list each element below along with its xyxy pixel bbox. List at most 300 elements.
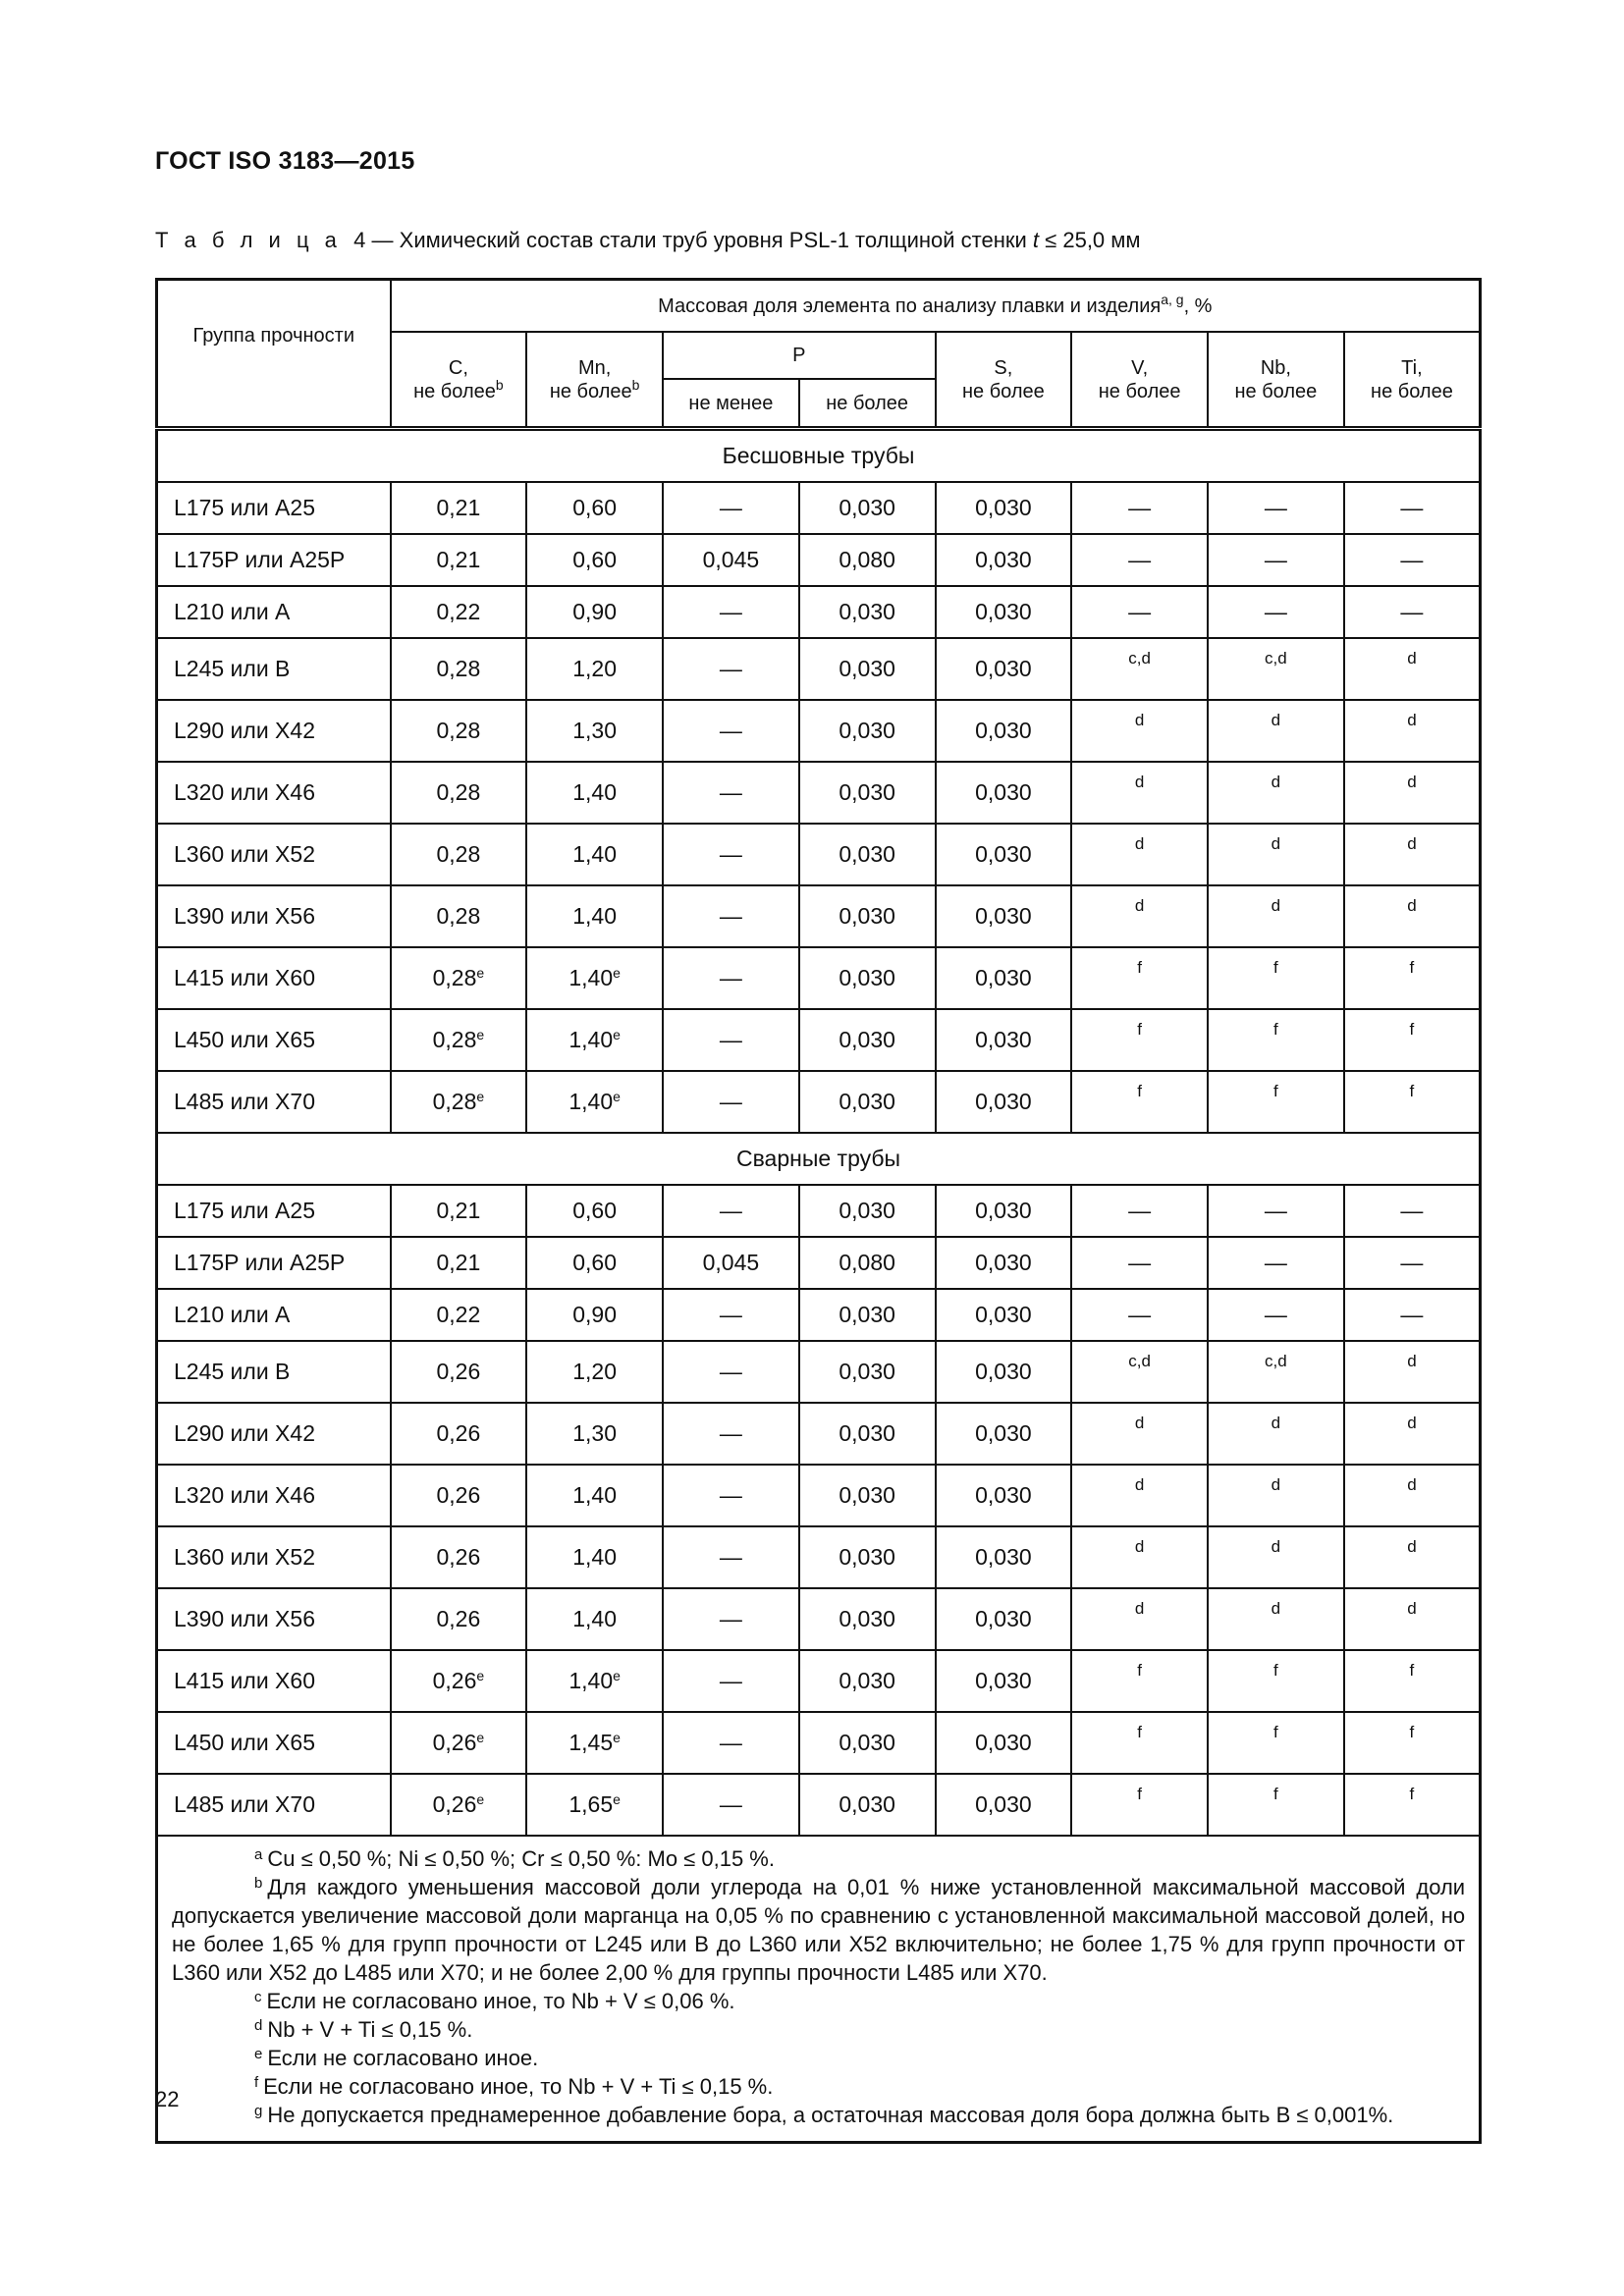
p-min-cell: — bbox=[663, 1650, 799, 1712]
strength-group-cell: L485 или X70 bbox=[157, 1071, 391, 1133]
header-v-limit: не более bbox=[1098, 380, 1181, 402]
s-cell: 0,030 bbox=[936, 482, 1072, 534]
c-cell bbox=[391, 1465, 527, 1526]
mn-cell bbox=[526, 1071, 663, 1133]
ti-cell: f bbox=[1344, 1712, 1481, 1774]
c-value: 0,21 bbox=[436, 1250, 481, 1275]
section-title-row bbox=[157, 429, 1481, 483]
nb-cell: f bbox=[1208, 1774, 1344, 1836]
header-s-limit: не более bbox=[961, 380, 1045, 402]
v-cell: f bbox=[1071, 1071, 1208, 1133]
footnote-f bbox=[172, 2072, 1465, 2101]
ti-cell: f bbox=[1344, 1009, 1481, 1071]
footnotes bbox=[157, 1836, 1481, 2143]
nb-cell: — bbox=[1208, 482, 1344, 534]
mn-value: 1,40 bbox=[568, 965, 614, 990]
c-cell bbox=[391, 1237, 527, 1289]
header-mass-fraction-unit: , % bbox=[1183, 294, 1213, 317]
table-row bbox=[157, 1774, 1481, 1836]
footnote-e bbox=[172, 2044, 1465, 2072]
footnotes-section bbox=[157, 1836, 1481, 2143]
section-title: Сварные трубы bbox=[157, 1133, 1481, 1185]
nb-cell: — bbox=[1208, 586, 1344, 638]
p-max-cell: 0,030 bbox=[799, 1650, 936, 1712]
c-cell bbox=[391, 1403, 527, 1465]
table-row bbox=[157, 1650, 1481, 1712]
table-row bbox=[157, 586, 1481, 638]
mn-cell bbox=[526, 482, 663, 534]
v-cell: d bbox=[1071, 1588, 1208, 1650]
header-mn-sup: b bbox=[631, 376, 640, 393]
strength-group-cell: L390 или X56 bbox=[157, 1588, 391, 1650]
p-min-cell: — bbox=[663, 1774, 799, 1836]
v-cell: d bbox=[1071, 1465, 1208, 1526]
p-min-cell: 0,045 bbox=[663, 534, 799, 586]
s-cell: 0,030 bbox=[936, 1341, 1072, 1403]
header-mn bbox=[526, 332, 663, 429]
mn-value: 1,30 bbox=[572, 1420, 617, 1446]
strength-group-cell: L290 или X42 bbox=[157, 700, 391, 762]
s-cell: 0,030 bbox=[936, 1465, 1072, 1526]
p-min-cell: — bbox=[663, 1071, 799, 1133]
c-value: 0,26 bbox=[436, 1606, 481, 1631]
mn-cell bbox=[526, 1650, 663, 1712]
strength-group-cell: L450 или X65 bbox=[157, 1009, 391, 1071]
nb-cell: d bbox=[1208, 1526, 1344, 1588]
v-cell: — bbox=[1071, 1289, 1208, 1341]
p-max-cell: 0,030 bbox=[799, 885, 936, 947]
mn-cell bbox=[526, 762, 663, 824]
chemical-composition-table bbox=[155, 278, 1482, 2144]
mn-cell bbox=[526, 1185, 663, 1237]
s-cell: 0,030 bbox=[936, 1588, 1072, 1650]
mn-value: 0,90 bbox=[572, 1302, 617, 1327]
nb-cell: d bbox=[1208, 762, 1344, 824]
p-min-cell: — bbox=[663, 482, 799, 534]
caption-number: 4 bbox=[353, 228, 366, 252]
caption-limit: ≤ 25,0 мм bbox=[1045, 228, 1141, 252]
strength-group-cell: L360 или X52 bbox=[157, 1526, 391, 1588]
mn-footnote-mark: e bbox=[613, 1730, 621, 1745]
s-cell: 0,030 bbox=[936, 586, 1072, 638]
ti-cell: f bbox=[1344, 947, 1481, 1009]
mn-value: 1,40 bbox=[572, 841, 617, 867]
mn-value: 1,40 bbox=[568, 1668, 614, 1693]
footnote-a bbox=[172, 1844, 1465, 1873]
header-mn-limit: не более bbox=[549, 380, 632, 402]
s-cell: 0,030 bbox=[936, 947, 1072, 1009]
p-min-cell: — bbox=[663, 638, 799, 700]
footnote-mark: e bbox=[254, 2046, 263, 2062]
strength-group-cell: L415 или X60 bbox=[157, 947, 391, 1009]
v-cell: — bbox=[1071, 586, 1208, 638]
p-min-cell: — bbox=[663, 762, 799, 824]
footnote-text: Cu ≤ 0,50 %; Ni ≤ 0,50 %; Cr ≤ 0,50 %: Mo ≤ 0,15 %. bbox=[267, 1846, 775, 1871]
v-cell: f bbox=[1071, 1009, 1208, 1071]
nb-cell: — bbox=[1208, 1185, 1344, 1237]
c-footnote-mark: e bbox=[476, 1730, 485, 1745]
table-head bbox=[157, 280, 1481, 429]
c-cell bbox=[391, 824, 527, 885]
s-cell: 0,030 bbox=[936, 1526, 1072, 1588]
caption-label: Т а б л и ц а bbox=[155, 228, 342, 252]
mn-value: 0,60 bbox=[572, 1250, 617, 1275]
footnote-mark: f bbox=[254, 2074, 259, 2091]
v-cell: d bbox=[1071, 885, 1208, 947]
document-header: ГОСТ ISO 3183—2015 bbox=[155, 147, 415, 175]
s-cell: 0,030 bbox=[936, 1071, 1072, 1133]
table-row bbox=[157, 1185, 1481, 1237]
p-max-cell: 0,030 bbox=[799, 700, 936, 762]
table-row bbox=[157, 534, 1481, 586]
footnote-b bbox=[172, 1873, 1465, 1987]
p-min-cell: — bbox=[663, 1289, 799, 1341]
p-max-cell: 0,030 bbox=[799, 1712, 936, 1774]
s-cell: 0,030 bbox=[936, 700, 1072, 762]
section-seamless bbox=[157, 429, 1481, 1134]
c-value: 0,28 bbox=[436, 656, 481, 681]
p-min-cell: — bbox=[663, 1712, 799, 1774]
c-footnote-mark: e bbox=[476, 965, 485, 981]
footnote-mark: c bbox=[254, 1989, 262, 2005]
mn-cell bbox=[526, 1712, 663, 1774]
c-cell bbox=[391, 1341, 527, 1403]
header-c bbox=[391, 332, 527, 429]
nb-cell: d bbox=[1208, 824, 1344, 885]
s-cell: 0,030 bbox=[936, 824, 1072, 885]
header-c-name: C, bbox=[448, 356, 468, 379]
mn-cell bbox=[526, 534, 663, 586]
table-row bbox=[157, 1009, 1481, 1071]
ti-cell: f bbox=[1344, 1650, 1481, 1712]
header-c-limit: не более bbox=[413, 380, 496, 402]
c-cell bbox=[391, 586, 527, 638]
caption-variable: t bbox=[1032, 228, 1040, 252]
table-row bbox=[157, 700, 1481, 762]
c-value: 0,21 bbox=[436, 495, 481, 520]
v-cell: d bbox=[1071, 824, 1208, 885]
v-cell: f bbox=[1071, 1712, 1208, 1774]
c-value: 0,21 bbox=[436, 547, 481, 572]
footnote-mark: g bbox=[254, 2103, 263, 2119]
v-cell: f bbox=[1071, 1774, 1208, 1836]
v-cell: d bbox=[1071, 1403, 1208, 1465]
nb-cell: f bbox=[1208, 1712, 1344, 1774]
mn-value: 1,30 bbox=[572, 718, 617, 743]
header-s bbox=[936, 332, 1072, 429]
p-max-cell: 0,030 bbox=[799, 1009, 936, 1071]
c-value: 0,26 bbox=[432, 1730, 477, 1755]
c-cell bbox=[391, 534, 527, 586]
table-row bbox=[157, 1237, 1481, 1289]
p-min-cell: — bbox=[663, 885, 799, 947]
p-max-cell: 0,030 bbox=[799, 482, 936, 534]
p-min-cell: — bbox=[663, 1403, 799, 1465]
mn-value: 1,65 bbox=[568, 1791, 614, 1817]
ti-cell: d bbox=[1344, 1403, 1481, 1465]
c-value: 0,26 bbox=[436, 1359, 481, 1384]
p-min-cell: — bbox=[663, 824, 799, 885]
c-cell bbox=[391, 762, 527, 824]
footnote-d bbox=[172, 2015, 1465, 2044]
strength-group-cell: L175P или A25P bbox=[157, 1237, 391, 1289]
c-cell bbox=[391, 1526, 527, 1588]
p-max-cell: 0,030 bbox=[799, 586, 936, 638]
header-mass-fraction-text: Массовая доля элемента по анализу плавки и изделия bbox=[658, 294, 1162, 317]
p-max-cell: 0,030 bbox=[799, 1289, 936, 1341]
c-footnote-mark: e bbox=[476, 1089, 485, 1104]
c-cell bbox=[391, 1071, 527, 1133]
mn-cell bbox=[526, 824, 663, 885]
header-v bbox=[1071, 332, 1208, 429]
header-s-name: S, bbox=[994, 356, 1013, 379]
c-cell bbox=[391, 638, 527, 700]
header-mass-fraction-sup: a, g bbox=[1161, 291, 1184, 307]
c-value: 0,26 bbox=[432, 1668, 477, 1693]
c-value: 0,28 bbox=[436, 903, 481, 929]
c-value: 0,28 bbox=[436, 779, 481, 805]
footnote-c bbox=[172, 1987, 1465, 2015]
p-max-cell: 0,030 bbox=[799, 1465, 936, 1526]
footnote-mark: a bbox=[254, 1846, 263, 1863]
c-value: 0,26 bbox=[432, 1791, 477, 1817]
footnote-text: Не допускается преднамеренное добавление бора, а остаточная массовая доля бора должна быть B ≤ 0,001%. bbox=[267, 2103, 1394, 2127]
mn-cell bbox=[526, 1341, 663, 1403]
mn-cell bbox=[526, 1526, 663, 1588]
mn-value: 0,90 bbox=[572, 599, 617, 624]
header-ti-limit: не более bbox=[1371, 380, 1453, 402]
nb-cell: f bbox=[1208, 947, 1344, 1009]
nb-cell: — bbox=[1208, 1237, 1344, 1289]
strength-group-cell: L175P или A25P bbox=[157, 534, 391, 586]
header-group: Группа прочности bbox=[157, 280, 391, 429]
c-cell bbox=[391, 1774, 527, 1836]
c-value: 0,22 bbox=[436, 1302, 481, 1327]
s-cell: 0,030 bbox=[936, 1185, 1072, 1237]
c-value: 0,28 bbox=[436, 841, 481, 867]
nb-cell: c,d bbox=[1208, 1341, 1344, 1403]
table-row bbox=[157, 638, 1481, 700]
p-min-cell: 0,045 bbox=[663, 1237, 799, 1289]
p-max-cell: 0,030 bbox=[799, 947, 936, 1009]
v-cell: d bbox=[1071, 762, 1208, 824]
mn-cell bbox=[526, 586, 663, 638]
p-max-cell: 0,030 bbox=[799, 1403, 936, 1465]
p-min-cell: — bbox=[663, 1465, 799, 1526]
header-c-sup: b bbox=[495, 376, 504, 393]
s-cell: 0,030 bbox=[936, 1774, 1072, 1836]
table-caption bbox=[155, 228, 1141, 253]
p-min-cell: — bbox=[663, 1009, 799, 1071]
header-ti bbox=[1344, 332, 1481, 429]
table-row bbox=[157, 947, 1481, 1009]
strength-group-cell: L245 или B bbox=[157, 1341, 391, 1403]
header-v-name: V, bbox=[1131, 356, 1149, 379]
nb-cell: — bbox=[1208, 1289, 1344, 1341]
table-row bbox=[157, 1289, 1481, 1341]
section-welded bbox=[157, 1133, 1481, 1836]
ti-cell: d bbox=[1344, 885, 1481, 947]
table-row bbox=[157, 1588, 1481, 1650]
nb-cell: f bbox=[1208, 1071, 1344, 1133]
p-max-cell: 0,030 bbox=[799, 638, 936, 700]
table-row bbox=[157, 1712, 1481, 1774]
ti-cell: — bbox=[1344, 482, 1481, 534]
c-cell bbox=[391, 1185, 527, 1237]
c-cell bbox=[391, 1009, 527, 1071]
mn-value: 1,40 bbox=[572, 779, 617, 805]
header-nb-name: Nb, bbox=[1260, 356, 1291, 379]
c-cell bbox=[391, 482, 527, 534]
ti-cell: d bbox=[1344, 1588, 1481, 1650]
ti-cell: d bbox=[1344, 1341, 1481, 1403]
mn-value: 0,60 bbox=[572, 495, 617, 520]
strength-group-cell: L320 или X46 bbox=[157, 762, 391, 824]
mn-cell bbox=[526, 885, 663, 947]
table-row bbox=[157, 1403, 1481, 1465]
c-value: 0,21 bbox=[436, 1198, 481, 1223]
c-footnote-mark: e bbox=[476, 1027, 485, 1042]
mn-value: 1,40 bbox=[568, 1027, 614, 1052]
c-footnote-mark: e bbox=[476, 1791, 485, 1807]
nb-cell: d bbox=[1208, 700, 1344, 762]
mn-footnote-mark: e bbox=[613, 1027, 621, 1042]
footnote-g bbox=[172, 2101, 1465, 2129]
v-cell: — bbox=[1071, 1185, 1208, 1237]
s-cell: 0,030 bbox=[936, 534, 1072, 586]
s-cell: 0,030 bbox=[936, 1403, 1072, 1465]
p-max-cell: 0,030 bbox=[799, 1071, 936, 1133]
p-max-cell: 0,030 bbox=[799, 1185, 936, 1237]
strength-group-cell: L175 или A25 bbox=[157, 1185, 391, 1237]
c-cell bbox=[391, 947, 527, 1009]
mn-cell bbox=[526, 1403, 663, 1465]
s-cell: 0,030 bbox=[936, 638, 1072, 700]
ti-cell: d bbox=[1344, 762, 1481, 824]
v-cell: — bbox=[1071, 534, 1208, 586]
c-cell bbox=[391, 1712, 527, 1774]
mn-value: 0,60 bbox=[572, 547, 617, 572]
s-cell: 0,030 bbox=[936, 1237, 1072, 1289]
c-value: 0,22 bbox=[436, 599, 481, 624]
strength-group-cell: L485 или X70 bbox=[157, 1774, 391, 1836]
mn-footnote-mark: e bbox=[613, 965, 621, 981]
header-mass-fraction bbox=[391, 280, 1481, 333]
ti-cell: — bbox=[1344, 1289, 1481, 1341]
mn-value: 0,60 bbox=[572, 1198, 617, 1223]
strength-group-cell: L245 или B bbox=[157, 638, 391, 700]
footnote-text: Если не согласовано иное, то Nb + V ≤ 0,06 %. bbox=[266, 1989, 735, 2013]
p-min-cell: — bbox=[663, 947, 799, 1009]
p-min-cell: — bbox=[663, 1588, 799, 1650]
ti-cell: d bbox=[1344, 824, 1481, 885]
strength-group-cell: L450 или X65 bbox=[157, 1712, 391, 1774]
ti-cell: d bbox=[1344, 1465, 1481, 1526]
v-cell: f bbox=[1071, 1650, 1208, 1712]
table-row bbox=[157, 482, 1481, 534]
v-cell: — bbox=[1071, 1237, 1208, 1289]
ti-cell: — bbox=[1344, 586, 1481, 638]
p-max-cell: 0,080 bbox=[799, 1237, 936, 1289]
ti-cell: d bbox=[1344, 638, 1481, 700]
strength-group-cell: L320 или X46 bbox=[157, 1465, 391, 1526]
header-p: P bbox=[663, 332, 936, 379]
table-row bbox=[157, 1465, 1481, 1526]
nb-cell: d bbox=[1208, 1465, 1344, 1526]
c-value: 0,26 bbox=[436, 1420, 481, 1446]
c-cell bbox=[391, 700, 527, 762]
c-value: 0,26 bbox=[436, 1482, 481, 1508]
p-min-cell: — bbox=[663, 586, 799, 638]
p-min-cell: — bbox=[663, 1185, 799, 1237]
v-cell: c,d bbox=[1071, 1341, 1208, 1403]
mn-cell bbox=[526, 1465, 663, 1526]
page-number: 22 bbox=[155, 2087, 180, 2111]
nb-cell: d bbox=[1208, 885, 1344, 947]
p-max-cell: 0,030 bbox=[799, 762, 936, 824]
c-cell bbox=[391, 885, 527, 947]
c-value: 0,28 bbox=[432, 1027, 477, 1052]
strength-group-cell: L390 или X56 bbox=[157, 885, 391, 947]
s-cell: 0,030 bbox=[936, 1712, 1072, 1774]
ti-cell: f bbox=[1344, 1774, 1481, 1836]
ti-cell: — bbox=[1344, 1237, 1481, 1289]
caption-text: — Химический состав стали труб уровня PSL-1 толщиной стенки bbox=[371, 228, 1027, 252]
mn-cell bbox=[526, 638, 663, 700]
v-cell: d bbox=[1071, 1526, 1208, 1588]
footnote-text: Если не согласовано иное, то Nb + V + Ti ≤ 0,15 %. bbox=[263, 2074, 774, 2099]
mn-cell bbox=[526, 1009, 663, 1071]
p-max-cell: 0,030 bbox=[799, 1341, 936, 1403]
p-min-cell: — bbox=[663, 700, 799, 762]
v-cell: f bbox=[1071, 947, 1208, 1009]
ti-cell: f bbox=[1344, 1071, 1481, 1133]
section-title-row bbox=[157, 1133, 1481, 1185]
header-p-max: не более bbox=[799, 379, 936, 429]
mn-cell bbox=[526, 1774, 663, 1836]
footnote-mark: d bbox=[254, 2017, 263, 2034]
footnote-text: Для каждого уменьшения массовой доли углерода на 0,01 % ниже установленной максимальной массовой доли допускается увеличение массовой доли марганца на 0,05 % по сравнению с установленной максимальной массовой долей, но не более 1,65 % для групп прочности от L245 или B до L360 или X52 включительно; не более 1,75 % для групп прочности от L360 или X52 до L485 или X70; и не более 2,00 % для группы прочности L485 или X70. bbox=[172, 1875, 1466, 1985]
header-p-min: не менее bbox=[663, 379, 799, 429]
table-row bbox=[157, 1526, 1481, 1588]
s-cell: 0,030 bbox=[936, 1289, 1072, 1341]
header-ti-name: Ti, bbox=[1401, 356, 1423, 379]
mn-value: 1,40 bbox=[572, 1606, 617, 1631]
mn-footnote-mark: e bbox=[613, 1791, 621, 1807]
mn-footnote-mark: e bbox=[613, 1668, 621, 1683]
mn-cell bbox=[526, 700, 663, 762]
mn-value: 1,40 bbox=[572, 903, 617, 929]
strength-group-cell: L290 или X42 bbox=[157, 1403, 391, 1465]
header-nb-limit: не более bbox=[1234, 380, 1318, 402]
s-cell: 0,030 bbox=[936, 1650, 1072, 1712]
footnote-text: Если не согласовано иное. bbox=[267, 2046, 539, 2070]
strength-group-cell: L175 или A25 bbox=[157, 482, 391, 534]
c-cell bbox=[391, 1588, 527, 1650]
mn-value: 1,40 bbox=[572, 1544, 617, 1570]
s-cell: 0,030 bbox=[936, 1009, 1072, 1071]
s-cell: 0,030 bbox=[936, 885, 1072, 947]
v-cell: — bbox=[1071, 482, 1208, 534]
c-footnote-mark: e bbox=[476, 1668, 485, 1683]
p-max-cell: 0,030 bbox=[799, 824, 936, 885]
c-value: 0,28 bbox=[436, 718, 481, 743]
header-mn-name: Mn, bbox=[577, 356, 612, 379]
nb-cell: d bbox=[1208, 1403, 1344, 1465]
header-nb bbox=[1208, 332, 1344, 429]
mn-footnote-mark: e bbox=[613, 1089, 621, 1104]
p-max-cell: 0,030 bbox=[799, 1774, 936, 1836]
